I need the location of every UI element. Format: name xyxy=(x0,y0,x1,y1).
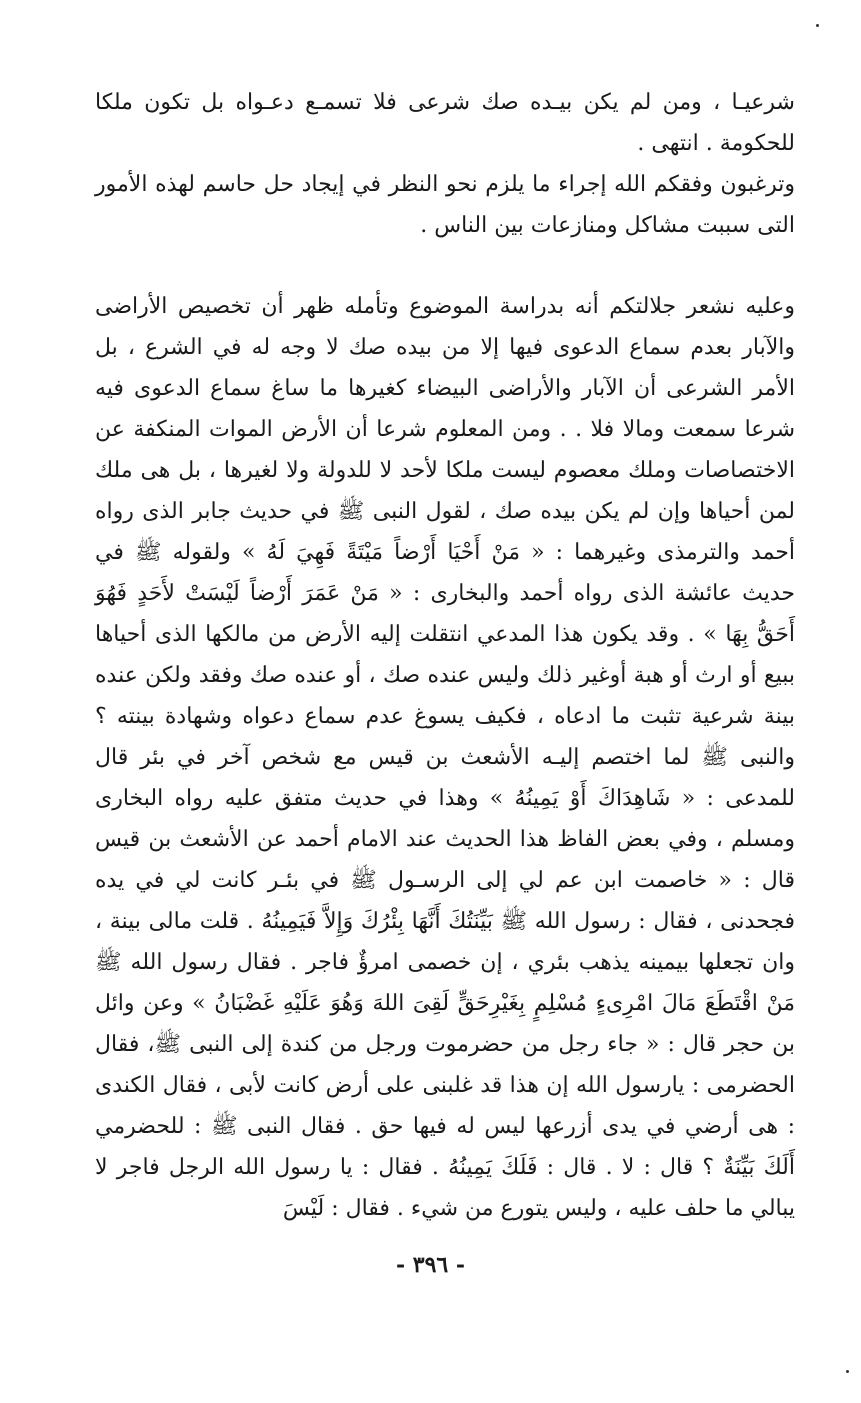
paragraph-continuation: شرعيـا ، ومن لم يكن بيـده صك شرعى فلا تسمـع دعـواه بل تكون ملكا للحكومة . انتهى . xyxy=(95,90,795,156)
page-number: - ٣٩٦ - xyxy=(395,1252,466,1278)
paragraph-request: وترغبون وفقكم الله إجراء ما يلزم نحو النظر في إيجاد حل حاسم لهذه الأمور التى سببت مشاكل ومنازعات بين الناس . xyxy=(95,172,795,238)
paragraph-main: وعليه نشعر جلالتكم أنه بدراسة الموضوع وتأمله ظهر أن تخصيص الأراضى والآبار بعدم سماع الدعوى فيها إلا من بيده صك لا وجه له في الشرع ، بل الأمر الشرعى أن الآبار والأراضى البيضاء كغيرها ما ساغ سماع الدعوى فيه شرعا سمعت ومالا فلا . . ومن المعلوم شرعا أن الأرض الموات المنكفة عن الاختصاصات وملك معصوم ليست ملكا لأحد لا للدولة ولا لغيرها ، بل هى ملك لمن أحياها وإن لم يكن بيده صك ، لقول النبى ﷺ في حديث جابر الذى رواه أحمد والترمذى وغيرهما : « مَنْ أَحْيَا أَرْضاً مَيْتَةً فَهِيَ لَهُ » ولقوله ﷺ في حديث عائشة الذى رواه أحمد والبخارى : « مَنْ عَمَرَ أَرْضاً لَيْسَتْ لأَحَدٍ فَهُوَ أَحَقُّ بِهَا » . وقد يكون هذا المدعي انتقلت إليه الأرض من مالكها الذى أحياها ببيع أو ارث أو هبة أوغير ذلك وليس عنده صك ، أو عنده صك وفقد ولكن عنده بينة شرعية تثبت ما ادعاه ، فكيف يسوغ عدم سماع دعواه وشهادة بينته ؟ والنبى ﷺ لما اختصم إليـه الأشعث بن قيس مع شخص آخر في بئر قال للمدعى : « شَاهِدَاكَ أَوْ يَمِينُهُ » وهذا في حديث متفق عليه رواه البخارى ومسلم ، وفي بعض الفاظ هذا الحديث عند الامام أحمد عن الأشعث بن قيس قال : « خاصمت ابن عم لي إلى الرسـول ﷺ في بئـر كانت لي في يده فجحدنى ، فقال : رسول الله ﷺ بَيِّنَتُكَ أَنَّهَا بِئْرُكَ وَإِلاَّ فَيَمِينُهُ . قلت مالى بينة ، وان تجعلها بيمينه يذهب بئري ، إن خصمى امرؤٌ فاجر . فقال رسول الله ﷺ مَنْ اقْتَطَعَ مَالَ امْرِىءٍ مُسْلِمٍ بِغَيْرِحَقٍّ لَقِىَ اللهَ وَهُوَ عَلَيْهِ غَضْبَانُ » وعن وائل بن حجر قال : « جاء رجل من حضرموت ورجل من كندة إلى النبى ﷺ، فقال الحضرمى : يارسول الله إن هذا قد غلبنى على أرض كانت لأبى ، فقال الكندى : هى أرضي في يدى أزرعها ليس له فيها حق . فقال النبى ﷺ : للحضرمي أَلَكَ بَيِّنَةٌ ؟ قال : لا . قال : فَلَكَ يَمِينُهُ . فقال : يا رسول الله الرجل فاجر لا يبالي ما حلف عليه ، وليس يتورع من شيء . فقال : لَيْسَ xyxy=(95,294,795,1221)
scan-speck-icon xyxy=(816,24,819,27)
scan-speck-icon xyxy=(846,1370,849,1373)
document-page xyxy=(95,82,795,1229)
